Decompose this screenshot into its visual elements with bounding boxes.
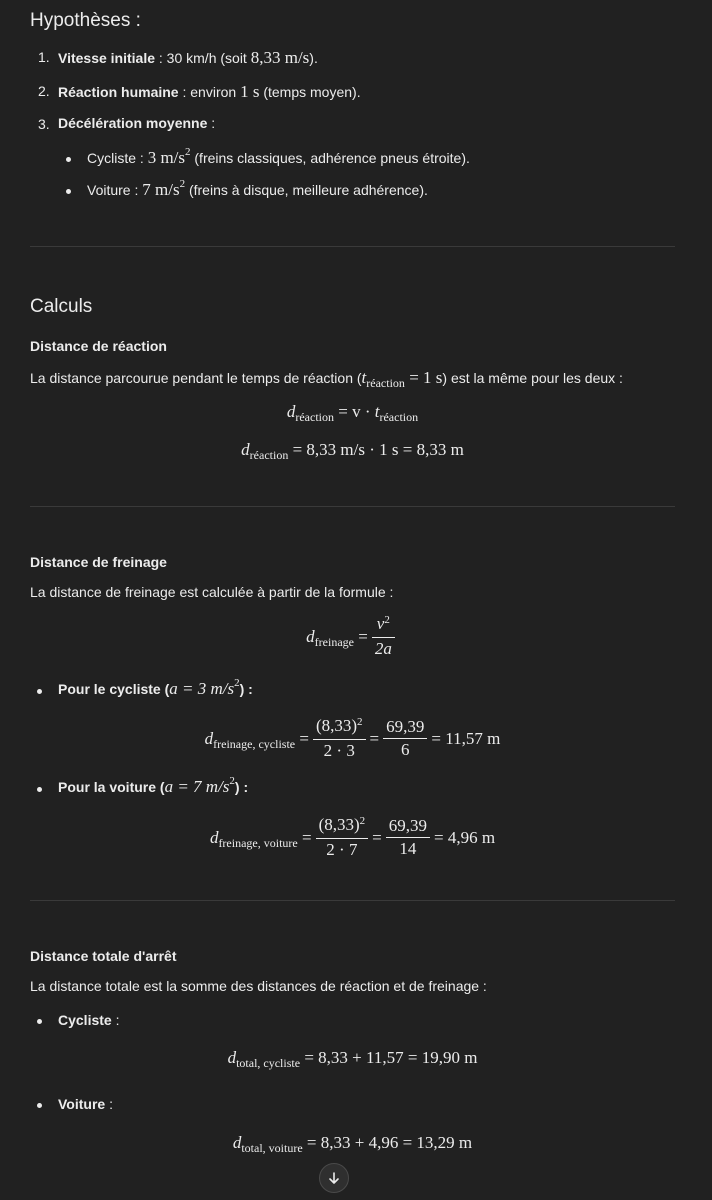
freinage-formula: $d_{freinage}$ = $\frac{v^2}{2a}$	[30, 613, 675, 660]
freinage-heading: Distance de freinage	[30, 554, 167, 570]
total-heading: Distance totale d'arrêt	[30, 948, 177, 964]
hypothesis-item: Décélération moyenne :	[58, 115, 216, 131]
total-voiture-equation: $d_{total, voiture} = 8,33 + 4,96 = 13,29$ m	[232, 1133, 473, 1155]
bullet	[37, 1019, 42, 1024]
reaction-calculation: $d_{réaction} = 8,33$ m/s · 1 s = 8,33 m	[241, 440, 464, 462]
hypothesis-item: Vitesse initiale : 30 km/h (soit 8,33 m/s).	[58, 48, 318, 67]
divider	[30, 246, 675, 247]
total-cycliste-label: Cycliste :	[58, 1012, 120, 1028]
divider	[30, 506, 675, 507]
cycliste-braking-label: Pour le cycliste (a = 3 $m/s^2$) :	[58, 677, 253, 698]
calculs-title: Calculs	[30, 296, 93, 317]
decel-item-cycliste: Cycliste : 3 $m/s^2$ (freins classiques, adhérence pneus étroite).	[87, 146, 470, 167]
bullet	[37, 689, 42, 694]
bullet	[66, 157, 71, 162]
hypothesis-item: Réaction humaine : environ 1 s (temps moyen).	[58, 82, 361, 101]
voiture-braking-equation: $d_{freinage, voiture}$ = $\frac{(8,33)^2}{2 \cdot 7}$ = $\frac{69,39}{14}$ = 4,96 m	[209, 815, 496, 859]
total-intro: La distance totale est la somme des distances de réaction et de freinage :	[30, 978, 487, 994]
total-voiture-label: Voiture :	[58, 1096, 113, 1112]
arrow-down-icon	[327, 1171, 341, 1185]
scroll-to-bottom-button[interactable]	[319, 1163, 349, 1193]
total-cycliste-equation: $d_{total, cycliste} = 8,33 + 11,57 = 19,90$ m	[227, 1048, 478, 1070]
list-number: 3.	[38, 116, 50, 132]
bullet	[37, 1103, 42, 1108]
decel-item-voiture: Voiture : 7 $m/s^2$ (freins à disque, meilleure adhérence).	[87, 178, 428, 199]
reaction-heading: Distance de réaction	[30, 338, 167, 354]
divider	[30, 900, 675, 901]
cycliste-braking-equation: $d_{freinage, cycliste}$ = $\frac{(8,33)^2}{2 \cdot 3}$ = $\frac{69,39}{6}$ = 11,57 m	[204, 716, 501, 760]
bullet	[37, 787, 42, 792]
voiture-braking-label: Pour la voiture (a = 7 $m/s^2$) :	[58, 775, 249, 796]
list-number: 2.	[38, 83, 50, 99]
list-number: 1.	[38, 49, 50, 65]
freinage-intro: La distance de freinage est calculée à partir de la formule :	[30, 584, 394, 600]
reaction-intro: La distance parcourue pendant le temps de réaction (tréaction = 1 s) est la même pour les deux :	[30, 368, 623, 390]
hypotheses-title: Hypothèses :	[30, 10, 141, 31]
bullet	[66, 189, 71, 194]
reaction-formula: $d_{réaction} = v \cdot t_{réaction}$	[286, 402, 419, 424]
